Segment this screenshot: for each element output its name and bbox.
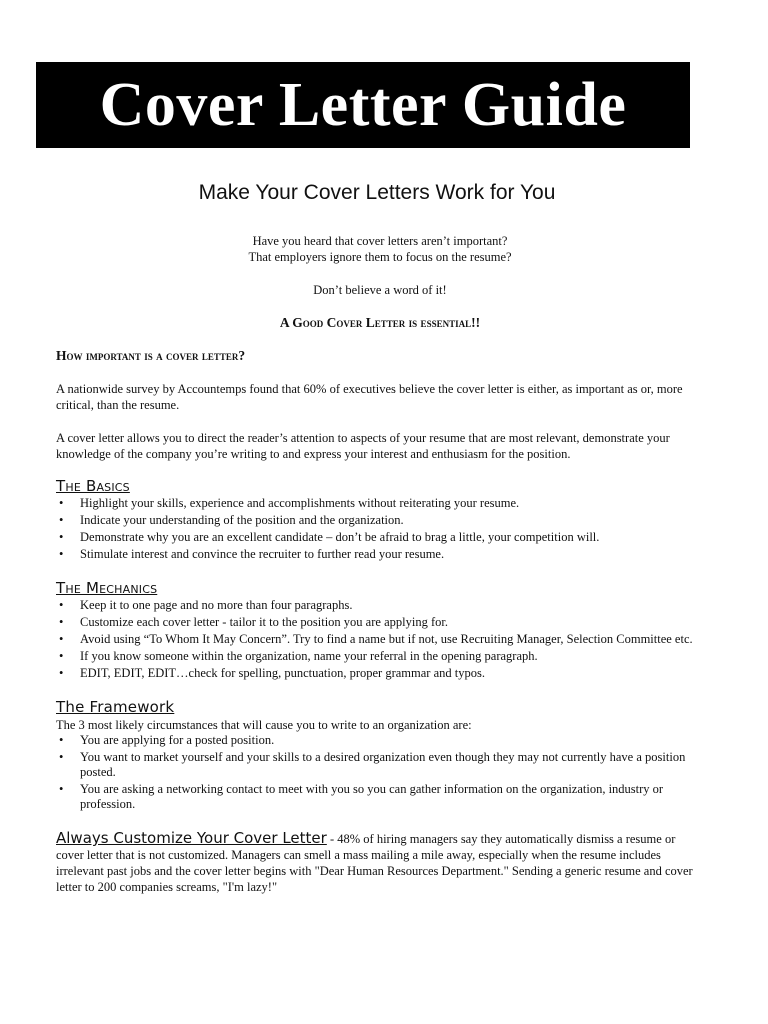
- list-item: • Highlight your skills, experience and accomplishments without reiterating your resume.: [56, 496, 704, 511]
- framework-heading: The Framework: [56, 698, 175, 716]
- list-item: • Customize each cover letter - tailor it to the position you are applying for.: [56, 615, 704, 630]
- list-item: • Keep it to one page and no more than four paragraphs.: [56, 598, 704, 613]
- importance-heading: How important is a cover letter?: [56, 348, 246, 363]
- intro-line-1: Have you heard that cover letters aren’t important?: [252, 234, 508, 248]
- mechanics-heading: The Mechanics: [56, 579, 158, 597]
- customize-paragraph: [56, 830, 704, 895]
- customize-heading: Always Customize Your Cover Letter: [56, 829, 327, 847]
- framework-intro: The 3 most likely circumstances that will cause you to write to an organization are:: [56, 718, 472, 732]
- framework-list: [56, 733, 704, 812]
- list-item: • If you know someone within the organization, name your referral in the opening paragraph.: [56, 649, 704, 664]
- intro-block: [56, 233, 704, 331]
- list-item: • EDIT, EDIT, EDIT…check for spelling, punctuation, proper grammar and typos.: [56, 666, 704, 681]
- page-title: Cover Letter Guide: [99, 70, 627, 139]
- document-body: [56, 233, 704, 895]
- title-banner: [36, 62, 690, 148]
- importance-paragraph-1: A nationwide survey by Accountemps found that 60% of executives believe the cover letter is either, as important as or, more critical, than the resume.: [56, 382, 683, 412]
- list-item: • You are applying for a posted position.: [56, 733, 704, 748]
- customize-text: - 48% of hiring managers say they automatically dismiss a resume or cover letter that is not customized. Managers can smell a mass mailing a mile away, especially when the resume includes irrelevant past jobs and the cover letter begins with "Dear Human Resources Department." Sending a generic resume and cover letter to 200 companies screams, "I'm lazy!": [56, 832, 693, 894]
- intro-line-2: That employers ignore them to focus on the resume?: [248, 250, 512, 264]
- basics-list: [56, 496, 704, 562]
- basics-heading: The Basics: [56, 477, 130, 495]
- importance-paragraph-2: A cover letter allows you to direct the reader’s attention to aspects of your resume that are most relevant, demonstrate your knowledge of the company you’re writing to and express your interest and enthusiasm for the position.: [56, 431, 670, 461]
- page-subtitle: Make Your Cover Letters Work for You: [198, 181, 556, 204]
- list-item: • Avoid using “To Whom It May Concern”. Try to find a name but if not, use Recruiting Manager, Selection Committee etc.: [56, 632, 704, 647]
- list-item: • You want to market yourself and your skills to a desired organization even though they may not currently have a position posted.: [56, 750, 704, 780]
- intro-emphasis: A Good Cover Letter is essential!!: [279, 315, 481, 330]
- list-item: • Stimulate interest and convince the recruiter to further read your resume.: [56, 547, 704, 562]
- mechanics-list: [56, 598, 704, 681]
- list-item: • Demonstrate why you are an excellent candidate – don’t be afraid to brag a little, your competition will.: [56, 530, 704, 545]
- intro-line-3: Don’t believe a word of it!: [313, 283, 447, 297]
- list-item: • Indicate your understanding of the position and the organization.: [56, 513, 704, 528]
- list-item: • You are asking a networking contact to meet with you so you can gather information on the organization, industry or profession.: [56, 782, 704, 812]
